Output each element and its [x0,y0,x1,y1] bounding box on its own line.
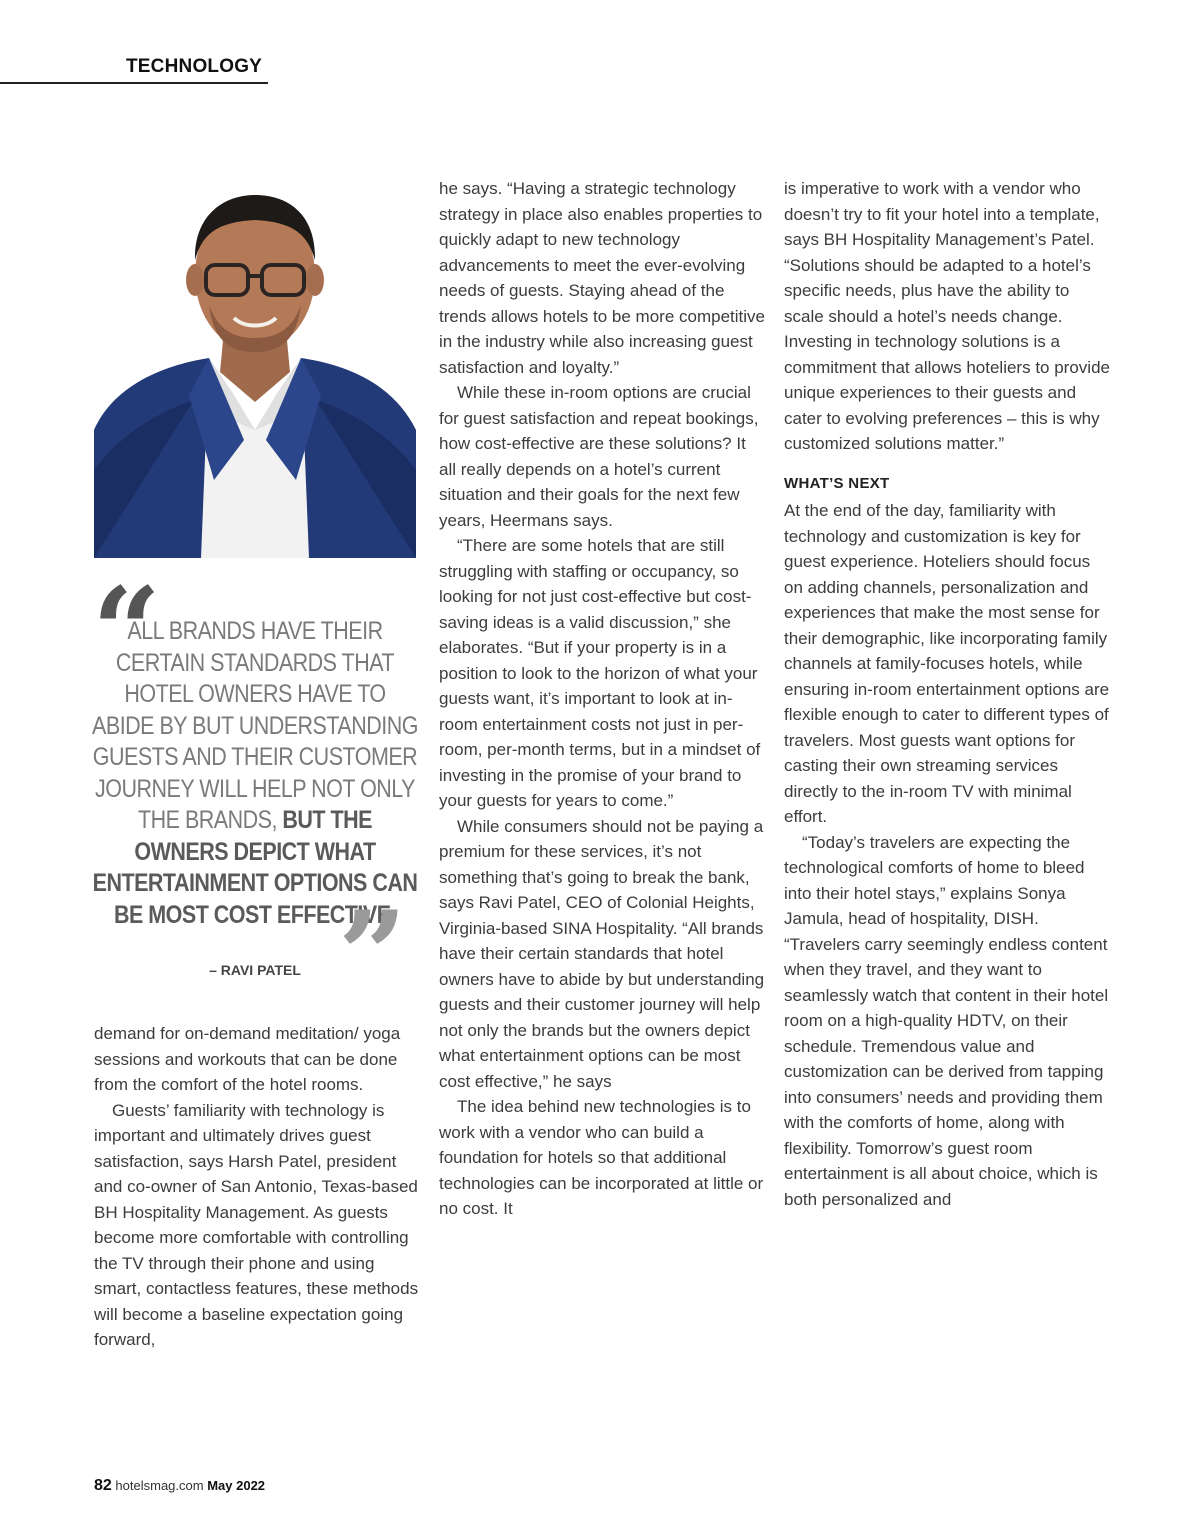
pull-quote-text [92,616,419,931]
paragraph: While these in-room options are crucial for guest satisfaction and repeat bookings, how cost-effective are these solutions? It all really depends on a hotel’s current situation and their goals for the next few years, Heermans says. [439,383,759,530]
paragraph: demand for on-demand meditation/ yoga sessions and workouts that can be done from the comfort of the hotel rooms. [94,1024,401,1094]
footer-site: hotelsmag.com [115,1478,204,1493]
pull-quote [92,561,418,1026]
paragraph: “Today’s travelers are expecting the technological comforts of home to bleed into their hotel stays,” explains Sonya Jamula, head of hospitality, DISH. “Travelers carry seemingly endless content when they travel, and they want to seamlessly watch that content in their hotel room on a high-quality HDTV, on their schedule. Tremendous value and customization can be derived from tapping into consumers’ needs and providing them with the comforts of home, along with flexibility. Tomorrow’s guest room entertainment is all about choice, which is both personalized and [784,832,1109,1209]
article-column-1 [94,1021,420,1353]
quote-open-mark: “ [92,561,162,702]
paragraph: While consumers should not be paying a premium for these services, it’s not something that’s going to break the bank, says Ravi Patel, CEO of Colonial Heights, Virginia-based SINA Hospitality. “All brands have their certain standards that hotel owners have to abide by but understanding guests and their customer journey will help not only the brands but the owners depict what entertainment options can be most cost effective,” he says [439,816,765,1091]
section-label: TECHNOLOGY [126,56,263,77]
subhead-whats-next: WHAT’S NEXT [784,474,890,492]
page-number: 82 [94,1477,112,1494]
pull-quote-text-light: ALL BRANDS HAVE THEIR CERTAIN STANDARDS THAT HOTEL OWNERS HAVE TO ABIDE BY BUT UNDERSTANDING GUESTS AND THEIR CUSTOMER JOURNEY WILL HELP NOT ONLY THE BRANDS, [92,617,418,834]
paragraph: At the end of the day, familiarity with technology and customization is key for guest experience. Hoteliers should focus on adding channels, personalization and experiences that make the most sense for their demographic, like incorporating family channels at family-focuses hotels, while ensuring in-room entertainment options are flexible enough to cater to different types of travelers. Most guests want options for casting their own streaming services directly to the in-room TV with minimal effort. [784,501,1110,826]
paragraph: is imperative to work with a vendor who doesn’t try to fit your hotel into a template, says BH Hospitality Management’s Patel. “Solutions should be adapted to a hotel’s specific needs, plus have the ability to scale should a hotel’s needs change. Investing in technology solutions is a commitment that allows hoteliers to provide unique experiences to their guests and cater to evolving preferences – this is why customized solutions matter.” [784,179,1110,453]
article-column-3 [784,176,1110,1212]
page-footer [94,1477,265,1495]
paragraph: The idea behind new technologies is to work with a vendor who can build a foundation for hotels so that additional technologies can be incorporated at little or no cost. It [439,1097,764,1218]
paragraph: he says. “Having a strategic technology strategy in place also enables properties to quickly adapt to new technology advancements to meet the ever-evolving needs of guests. Staying ahead of the trends allows hotels to be more competitive in the industry while also increasing guest satisfaction and loyalty.” [439,179,765,377]
pull-quote-text-bold: BUT THE OWNERS DEPICT WHAT ENTERTAINMENT OPTIONS CAN BE MOST COST EFFECTIVE. [92,806,418,929]
paragraph: Guests’ familiarity with technology is important and ultimately drives guest satisfaction, says Harsh Patel, president and co-owner of San Antonio, Texas-based BH Hospitality Management. As guests become more comfortable with controlling the TV through their phone and using smart, contactless features, these methods will become a baseline expectation going forward, [94,1100,419,1349]
pull-quote-attribution: – RAVI PATEL [209,962,301,978]
section-rule [0,82,268,84]
footer-issue-date: May 2022 [207,1478,266,1493]
portrait-photo [94,180,416,558]
paragraph: “There are some hotels that are still struggling with staffing or occupancy, so looking for not just cost-effective but cost-saving ideas is a valid discussion,” she elaborates. “But if your property is in a position to look to the horizon of what your guests want, it’s important to look at in-room entertainment costs not just in per-room, per-month terms, but in a mindset of investing in the promise of your brand to your guests for years to come.” [439,536,761,810]
article-column-2 [439,176,765,1222]
quote-close-mark: ” [338,885,408,1026]
